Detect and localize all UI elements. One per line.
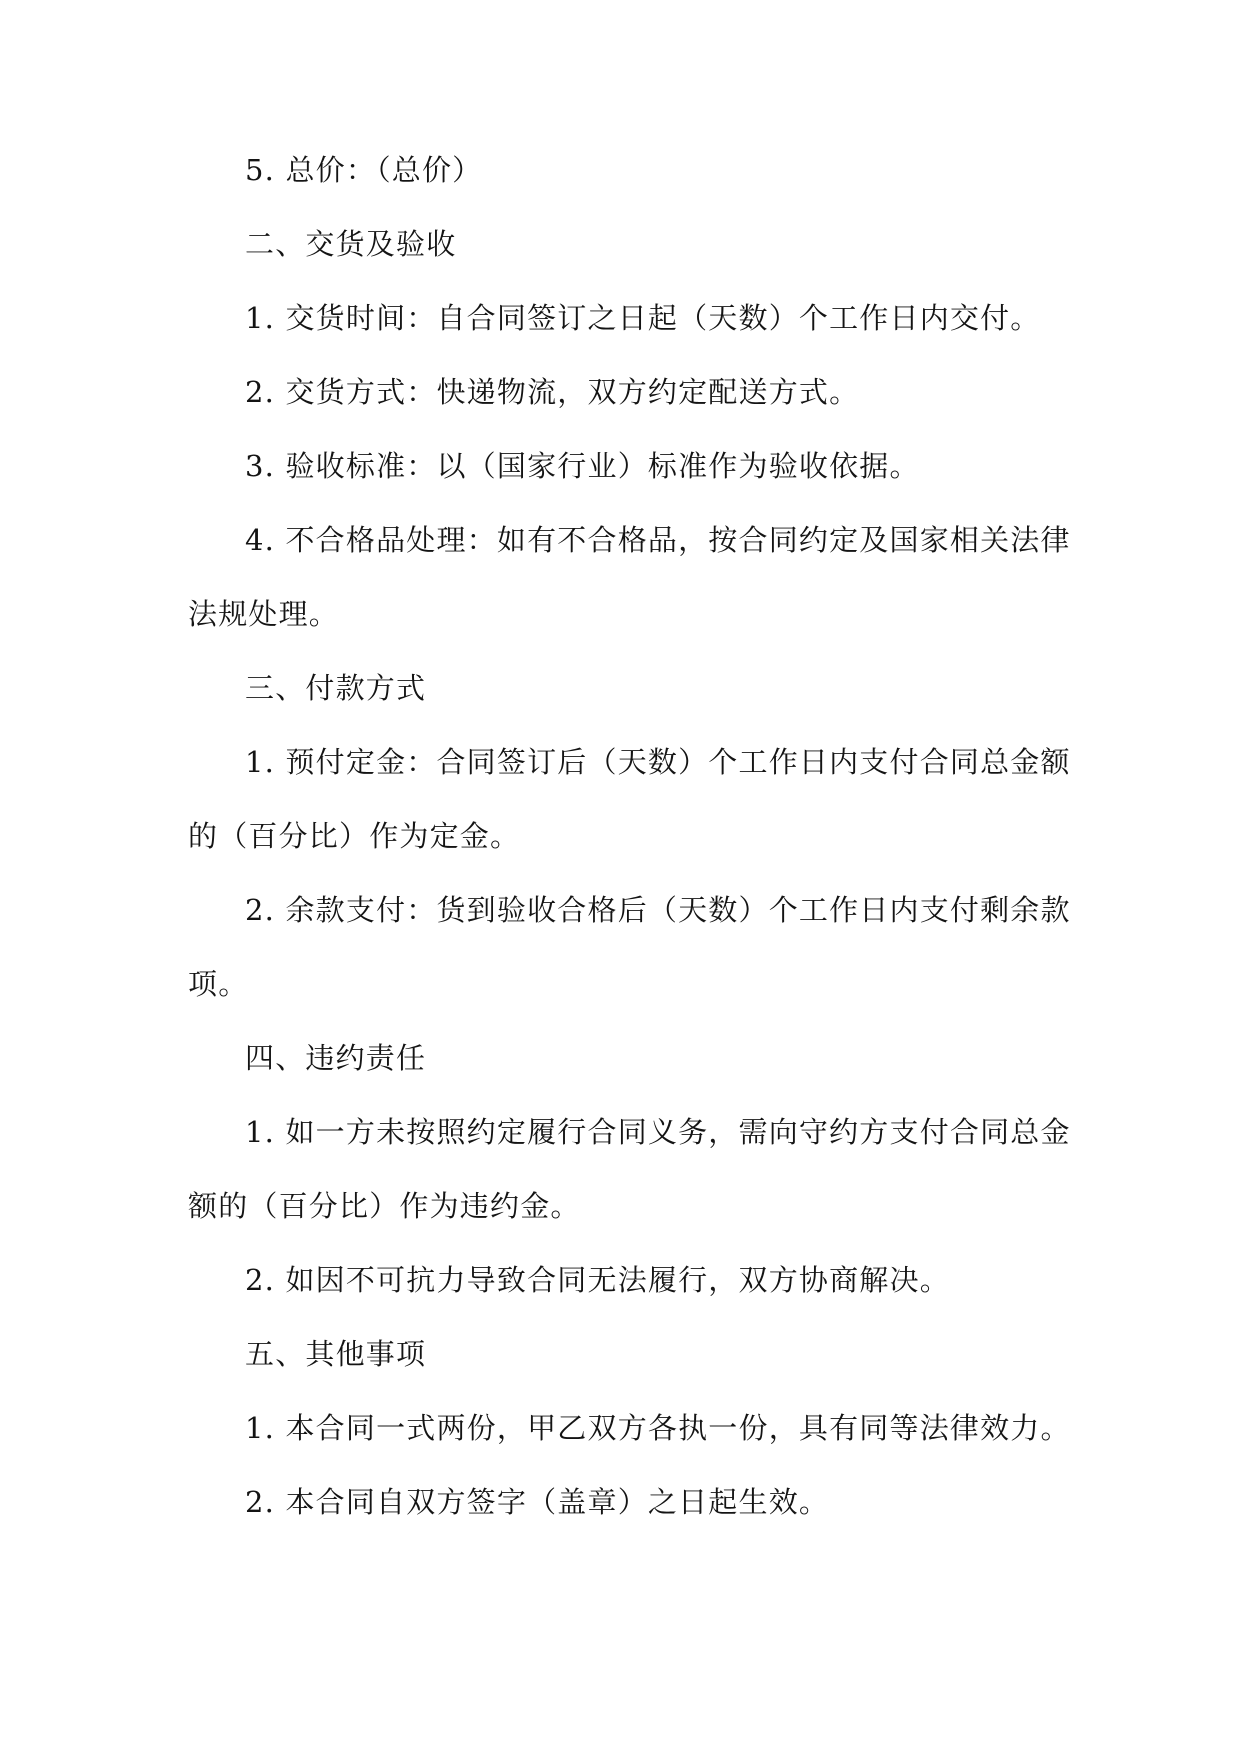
- section-heading-delivery: 二、交货及验收: [245, 227, 457, 261]
- section-heading-liability: 四、违约责任: [245, 1041, 427, 1075]
- section-heading-payment: 三、付款方式: [245, 671, 427, 705]
- clause-total-price: 5. 总价：（总价）: [245, 153, 483, 187]
- section-heading-other: 五、其他事项: [245, 1337, 427, 1371]
- clause-deposit: 1. 预付定金：合同签订后（天数）个工作日内支付合同总金额: [245, 745, 1071, 779]
- clause-nonconforming: 4. 不合格品处理：如有不合格品，按合同约定及国家相关法律: [245, 523, 1071, 557]
- clause-force-majeure: 2. 如因不可抗力导致合同无法履行，双方协商解决。: [245, 1263, 950, 1297]
- clause-delivery-time: 1. 交货时间：自合同签订之日起（天数）个工作日内交付。: [245, 301, 1041, 335]
- clause-breach-continued: 额的（百分比）作为违约金。: [188, 1189, 581, 1223]
- clause-balance-continued: 项。: [188, 967, 249, 1001]
- clause-deposit-continued: 的（百分比）作为定金。: [188, 819, 521, 853]
- clause-delivery-method: 2. 交货方式：快递物流，双方约定配送方式。: [245, 375, 860, 409]
- clause-nonconforming-continued: 法规处理。: [188, 597, 340, 631]
- clause-breach: 1. 如一方未按照约定履行合同义务，需向守约方支付合同总金: [245, 1115, 1071, 1149]
- clause-acceptance-standard: 3. 验收标准：以（国家行业）标准作为验收依据。: [245, 449, 920, 483]
- clause-balance: 2. 余款支付：货到验收合格后（天数）个工作日内支付剩余款: [245, 893, 1071, 927]
- clause-effective: 2. 本合同自双方签字（盖章）之日起生效。: [245, 1485, 830, 1519]
- clause-copies: 1. 本合同一式两份，甲乙双方各执一份，具有同等法律效力。: [245, 1411, 1071, 1445]
